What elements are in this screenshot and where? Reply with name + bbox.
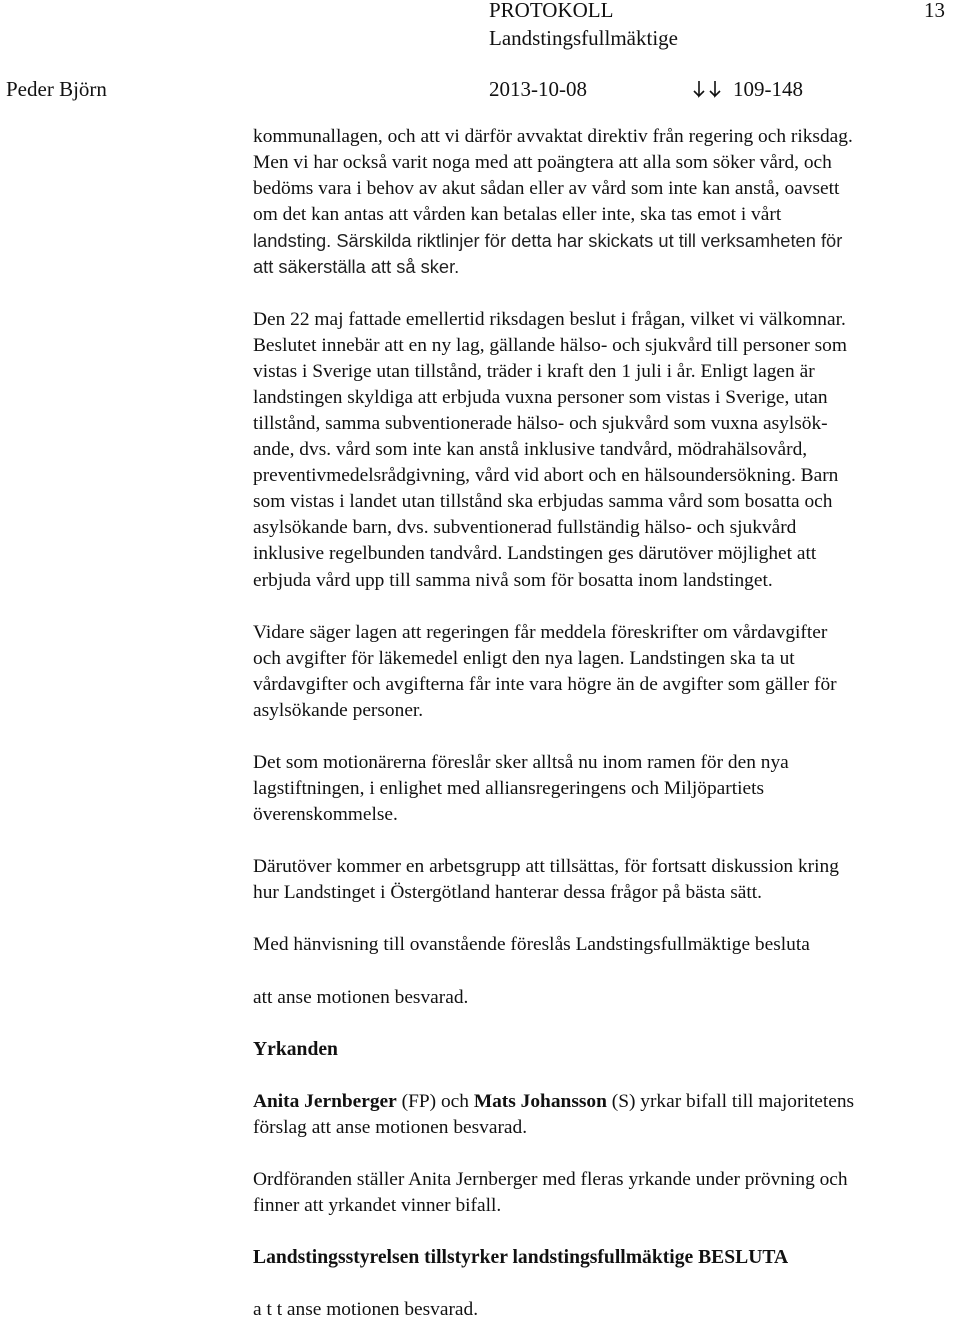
yrkande-line (253, 1089, 960, 1115)
paragraph-reference: 109-148 (733, 77, 803, 101)
body-line: asylsökande barn, dvs. subventionerad fullständig hälso- och sjukvård (253, 517, 797, 539)
body-line: erbjuda vård upp till samma nivå som för bosatta inom landstinget. (253, 569, 773, 591)
body-line: Vidare säger lagen att regeringen får meddela föreskrifter om vårdavgifter (253, 621, 828, 643)
body-line: vistas i Sverige utan tillstånd, träder i kraft den 1 juli i år. Enligt lagen är (253, 360, 815, 382)
document-title: PROTOKOLL (489, 0, 614, 22)
section-sign-icon (691, 79, 723, 99)
body-line: lagstiftningen, i enlighet med alliansregeringens och Miljöpartiets (253, 778, 765, 800)
proposal-intro: Med hänvisning till ovanstående föreslås Landstingsfullmäktige besluta (253, 934, 810, 956)
body-line: preventivmedelsrådgivning, vård vid abort och en hälsoundersökning. Barn (253, 465, 839, 487)
body-line: inklusive regelbunden tandvård. Landstingen ges därutöver möjlighet att (253, 543, 817, 565)
document-body (253, 124, 960, 1323)
body-line: finner att yrkandet vinner bifall. (253, 1195, 502, 1216)
body-line: ande, dvs. vård som inte kan anstå inklusive tandvård, mödrahälsovård, (253, 439, 808, 461)
body-line: Ordföranden ställer Anita Jernberger med fleras yrkande under prövning och (253, 1168, 848, 1190)
body-line: Därutöver kommer en arbetsgrupp att tillsättas, för fortsatt diskussion kring (253, 856, 839, 878)
body-line: asylsökande personer. (253, 699, 424, 721)
yrkande-line: förslag att anse motionen besvarad. (253, 1116, 528, 1138)
body-line: Det som motionärerna föreslår sker alltså nu inom ramen för den nya (253, 751, 789, 773)
member-name: Mats Johansson (473, 1090, 607, 1112)
body-line: vårdavgifter och avgifterna får inte vara högre än de avgifter som gäller för (253, 673, 837, 695)
author-name: Peder Björn (6, 77, 107, 101)
decision-heading: Landstingsstyrelsen tillstyrker landstingsfullmäktige BESLUTA (253, 1247, 789, 1269)
body-line: hur Landstinget i Östergötland hanterar dessa frågor på bästa sätt. (253, 882, 763, 904)
body-line: kommunallagen, och att vi därför avvaktat direktiv från regering och riksdag. (253, 126, 853, 147)
proposal-decision: att anse motionen besvarad. (253, 986, 469, 1008)
body-line: att säkerställa att så sker. (253, 256, 460, 278)
body-line: Den 22 maj fattade emellertid riksdagen beslut i frågan, vilket vi välkomnar. (253, 308, 846, 330)
body-line: bedöms vara i behov av akut sådan eller av vård som inte kan anstå, oavsett (253, 178, 840, 200)
body-line: landstingen skyldiga att erbjuda vuxna personer som vistas i Sverige, utan (253, 386, 828, 408)
document-subtitle: Landstingsfullmäktige (489, 26, 678, 50)
body-line: Beslutet innebär att en ny lag, gällande hälso- och sjukvård till personer som (253, 334, 847, 356)
yrkande-text: (S) yrkar bifall till majoritetens (606, 1090, 855, 1112)
yrkanden-heading: Yrkanden (253, 1038, 338, 1060)
body-line: överenskommelse. (253, 804, 398, 826)
member-name: Anita Jernberger (253, 1090, 397, 1112)
page-number: 13 (924, 0, 945, 22)
yrkande-text: (FP) och (396, 1090, 474, 1112)
body-line: och avgifter för läkemedel enligt den nya lagen. Landstingen ska ta ut (253, 647, 795, 669)
body-line: landsting. Särskilda riktlinjer för detta har skickats ut till verksamheten för (253, 230, 843, 252)
body-line: som vistas i landet utan tillstånd ska erbjudas samma vård som bosatta och (253, 491, 833, 513)
body-line: tillstånd, samma subventionerade hälso- och sjukvård som vuxna asylsök- (253, 412, 828, 434)
body-line: Men vi har också varit noga med att poängtera att alla som söker vård, och (253, 152, 832, 174)
meeting-date: 2013-10-08 (489, 77, 587, 101)
decision-text: a t t anse motionen besvarad. (253, 1299, 479, 1321)
body-line: om det kan antas att vården kan betalas eller inte, ska tas emot i vårt (253, 204, 782, 226)
